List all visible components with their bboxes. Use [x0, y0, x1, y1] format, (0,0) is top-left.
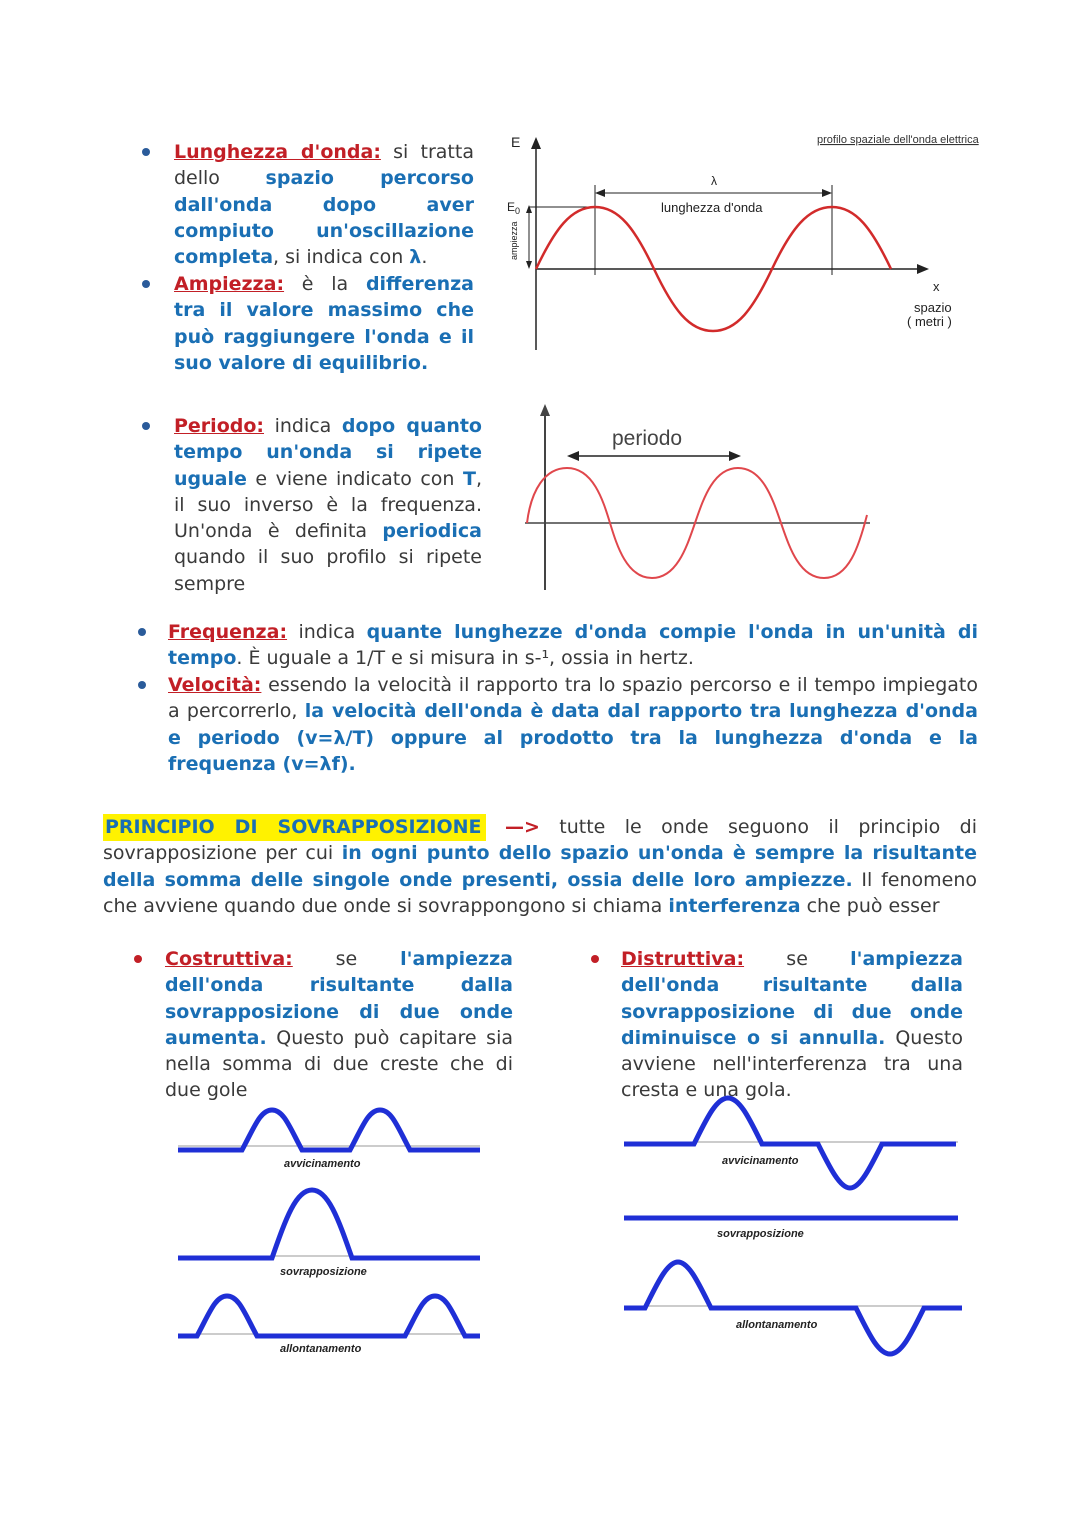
avvicinamento-label: avvicinamento — [722, 1155, 799, 1167]
e0-label: $E_0$ — [507, 200, 521, 216]
wavelength-paragraph: Lunghezza d'onda: si tratta dello spazio percorso dall'onda dopo aver compiuto un'oscillazione completa, si indica con λ. — [174, 141, 474, 269]
blue-wave-superposed — [178, 1190, 480, 1258]
sovrapposizione-label: sovrapposizione — [280, 1266, 367, 1278]
bullet — [142, 148, 150, 156]
bullet — [591, 955, 599, 963]
destructive-term: Distruttiva: — [621, 948, 745, 970]
blue-wave-receding — [178, 1296, 480, 1336]
allontanamento-label: allontanamento — [280, 1343, 362, 1355]
lambda-symbol: λ — [711, 174, 717, 188]
bullet — [138, 681, 146, 689]
period-paragraph: Periodo: indica dopo quanto tempo un'onda si ripete uguale e viene indicato con T, il suo inverso è la frequenza. Un'onda è definita periodica quando il suo profilo si ripete sempre — [174, 415, 482, 595]
sovrapposizione-label: sovrapposizione — [717, 1228, 804, 1240]
period-diagram — [515, 400, 885, 595]
speed-term: Velocità: — [168, 674, 262, 696]
diagram-title: profilo spaziale dell'onda elettrica — [817, 134, 979, 146]
e-axis-label: E — [511, 134, 521, 150]
blue-wave-approaching — [624, 1098, 956, 1188]
metri-label: ( metri ) — [907, 314, 952, 329]
blue-wave-receding — [624, 1262, 962, 1354]
frequency-paragraph: Frequenza: indica quante lunghezze d'onda compie l'onda in un'unità di tempo. È uguale a 1/T e si misura in s-¹, ossia in hertz. — [168, 621, 978, 670]
x-axis-arrow — [917, 264, 929, 274]
amplitude-paragraph: Ampiezza: è la differenza tra il valore massimo che può raggiungere l'onda e il suo valore di equilibrio. — [174, 273, 474, 374]
wave-profile-diagram — [495, 125, 985, 355]
bullet — [142, 280, 150, 288]
bullet — [134, 955, 142, 963]
bullet — [142, 422, 150, 430]
destructive-paragraph: Distruttiva: se l'ampiezza dell'onda risultante dalla sovrapposizione di due onde diminuisce o si annulla. Questo avviene nell'interferenza tra una cresta e una gola. — [621, 948, 963, 1102]
bullet — [138, 628, 146, 636]
speed-paragraph: Velocità: essendo la velocità il rapporto tra lo spazio percorso e il tempo impiegato a percorrerlo, la velocità dell'onda è data dal rapporto tra lunghezza d'onda e periodo (v=λ/T) oppure al prodotto tra la lunghezza d'onda e la frequenza (v=λf). — [168, 674, 978, 775]
destructive-interference-diagram — [618, 1090, 968, 1362]
superposition-heading: PRINCIPIO DI SOVRAPPOSIZIONE — [103, 814, 486, 841]
constructive-paragraph: Costruttiva: se l'ampiezza dell'onda risultante dalla sovrapposizione di due onde aumenta. Questo può capitare sia nella somma di due creste che di due gole — [165, 948, 513, 1102]
amplitude-term: Ampiezza: — [174, 273, 285, 295]
constructive-interference-diagram — [172, 1098, 487, 1358]
avvicinamento-label: avvicinamento — [284, 1158, 361, 1170]
wavelength-term: Lunghezza d'onda: — [174, 141, 381, 163]
arrow-icon: —> — [504, 816, 540, 838]
spazio-label: spazio — [914, 300, 952, 315]
frequency-term: Frequenza: — [168, 621, 288, 643]
constructive-term: Costruttiva: — [165, 948, 293, 970]
period-term: Periodo: — [174, 415, 264, 437]
period-label: periodo — [612, 427, 683, 450]
allontanamento-label: allontanamento — [736, 1319, 818, 1331]
superposition-paragraph: PRINCIPIO DI SOVRAPPOSIZIONE —> tutte le onde seguono il principio di sovrapposizione per cui in ogni punto dello spazio un'onda è sempre la risultante della somma delle singole onde presenti, ossia delle loro ampiezze. Il fenomeno che avviene quando due onde si sovrappongono si chiama interferenza che può esser — [103, 816, 977, 917]
amplitude-axis-label: ampiezza — [509, 221, 519, 260]
lambda-label: lunghezza d'onda — [661, 200, 763, 215]
x-axis-label: x — [933, 279, 940, 294]
y-axis-arrow — [531, 137, 541, 149]
blue-wave-approaching — [178, 1110, 480, 1150]
